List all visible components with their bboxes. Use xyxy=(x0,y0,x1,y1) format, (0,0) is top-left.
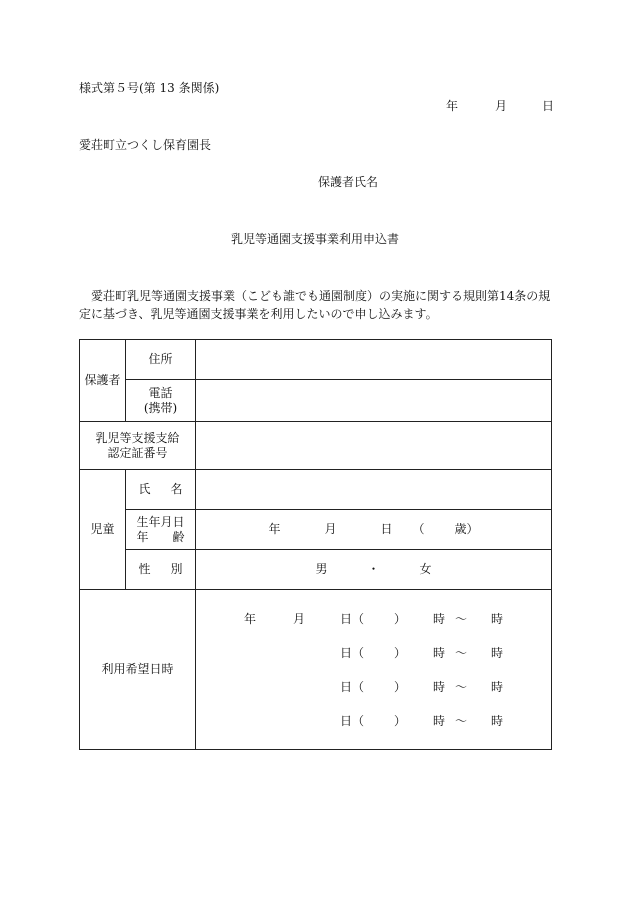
gender-label-1: 性 xyxy=(138,562,151,576)
address-row xyxy=(80,340,552,380)
dt2-end-hour: 時 xyxy=(491,646,504,660)
phone-input[interactable] xyxy=(196,380,552,422)
dt1-month: 月 xyxy=(293,612,306,626)
dt3-day: 日 xyxy=(340,680,353,694)
birth-label xyxy=(126,510,196,550)
birth-year: 年 xyxy=(268,522,281,536)
dt3-open: （ xyxy=(352,680,365,694)
certificate-row xyxy=(80,422,552,470)
guardian-label: 保護者 xyxy=(80,340,126,422)
dt1-start-hour: 時 xyxy=(433,612,446,626)
dt2-tilde: ～ xyxy=(455,646,468,660)
dt4-end-hour: 時 xyxy=(491,714,504,728)
dt1-tilde: ～ xyxy=(455,612,468,626)
datetime-line-4 xyxy=(196,704,551,738)
dt2-close: ） xyxy=(394,646,407,660)
dt3-tilde: ～ xyxy=(455,680,468,694)
birth-month: 月 xyxy=(324,522,337,536)
dt3-start-hour: 時 xyxy=(433,680,446,694)
gender-male: 男 xyxy=(315,562,328,576)
guardian-name-label: 保護者氏名 xyxy=(318,175,379,189)
gender-dot: ・ xyxy=(367,562,380,576)
child-name-input[interactable] xyxy=(196,470,552,510)
phone-label xyxy=(126,380,196,422)
body-text: 愛荘町乳児等通園支援事業（こども誰でも通園制度）の実施に関する規則第14条の規定に基づき、乳児等通園支援事業を利用したいので申し込みます。 xyxy=(79,289,551,321)
desired-datetime-input[interactable] xyxy=(196,590,552,750)
datetime-line-2 xyxy=(196,636,551,670)
birth-label-2a: 年 xyxy=(136,529,149,544)
child-name-label-1: 氏 xyxy=(138,482,151,496)
dt4-open: （ xyxy=(352,714,365,728)
address-label: 住所 xyxy=(126,340,196,380)
dt4-close: ） xyxy=(394,714,407,728)
datetime-line-3 xyxy=(196,670,551,704)
desired-datetime-row xyxy=(80,590,552,750)
dt1-day: 日 xyxy=(340,612,353,626)
birth-age: 歳） xyxy=(454,522,479,536)
birth-row xyxy=(80,510,552,550)
gender-label xyxy=(126,550,196,590)
form-number: 様式第５号(第 13 条関係) xyxy=(79,81,220,95)
birth-day: 日 xyxy=(380,522,393,536)
dt4-start-hour: 時 xyxy=(433,714,446,728)
application-table xyxy=(79,339,552,750)
dt1-close: ） xyxy=(394,612,407,626)
gender-row xyxy=(80,550,552,590)
birth-label-line1: 生年月日 xyxy=(136,514,185,529)
dt2-day: 日 xyxy=(340,646,353,660)
addressee: 愛荘町立つくし保育園長 xyxy=(79,138,212,152)
phone-label-line1: 電話 xyxy=(148,385,173,400)
certificate-label-line2: 認定証番号 xyxy=(107,445,168,460)
birth-age-open: （ xyxy=(412,522,425,536)
date-year-label: 年 xyxy=(446,99,459,113)
certificate-input[interactable] xyxy=(196,422,552,470)
child-name-label xyxy=(126,470,196,510)
birth-label-2b: 齢 xyxy=(172,529,185,544)
document-title: 乳児等通園支援事業利用申込書 xyxy=(230,232,399,246)
dt1-end-hour: 時 xyxy=(491,612,504,626)
phone-label-line2: (携帯) xyxy=(143,400,178,415)
address-input[interactable] xyxy=(196,340,552,380)
dt3-close: ） xyxy=(394,680,407,694)
date-month-label: 月 xyxy=(495,99,508,113)
dt2-start-hour: 時 xyxy=(433,646,446,660)
child-name-label-2: 名 xyxy=(170,482,183,496)
child-name-row xyxy=(80,470,552,510)
birth-input[interactable] xyxy=(196,510,552,550)
dt4-day: 日 xyxy=(340,714,353,728)
child-label: 児童 xyxy=(80,470,126,590)
desired-datetime-label: 利用希望日時 xyxy=(80,590,196,750)
certificate-label xyxy=(80,422,196,470)
datetime-line-1 xyxy=(196,602,551,636)
dt2-open: （ xyxy=(352,646,365,660)
gender-female: 女 xyxy=(419,562,432,576)
dt1-year: 年 xyxy=(244,612,257,626)
dt3-end-hour: 時 xyxy=(491,680,504,694)
gender-input[interactable] xyxy=(196,550,552,590)
date-day-label: 日 xyxy=(542,99,555,113)
phone-row xyxy=(80,380,552,422)
certificate-label-line1: 乳児等支援支給 xyxy=(95,430,180,445)
birth-label-line2 xyxy=(126,530,195,545)
gender-label-2: 別 xyxy=(170,562,183,576)
dt4-tilde: ～ xyxy=(455,714,468,728)
dt1-open: （ xyxy=(352,612,365,626)
